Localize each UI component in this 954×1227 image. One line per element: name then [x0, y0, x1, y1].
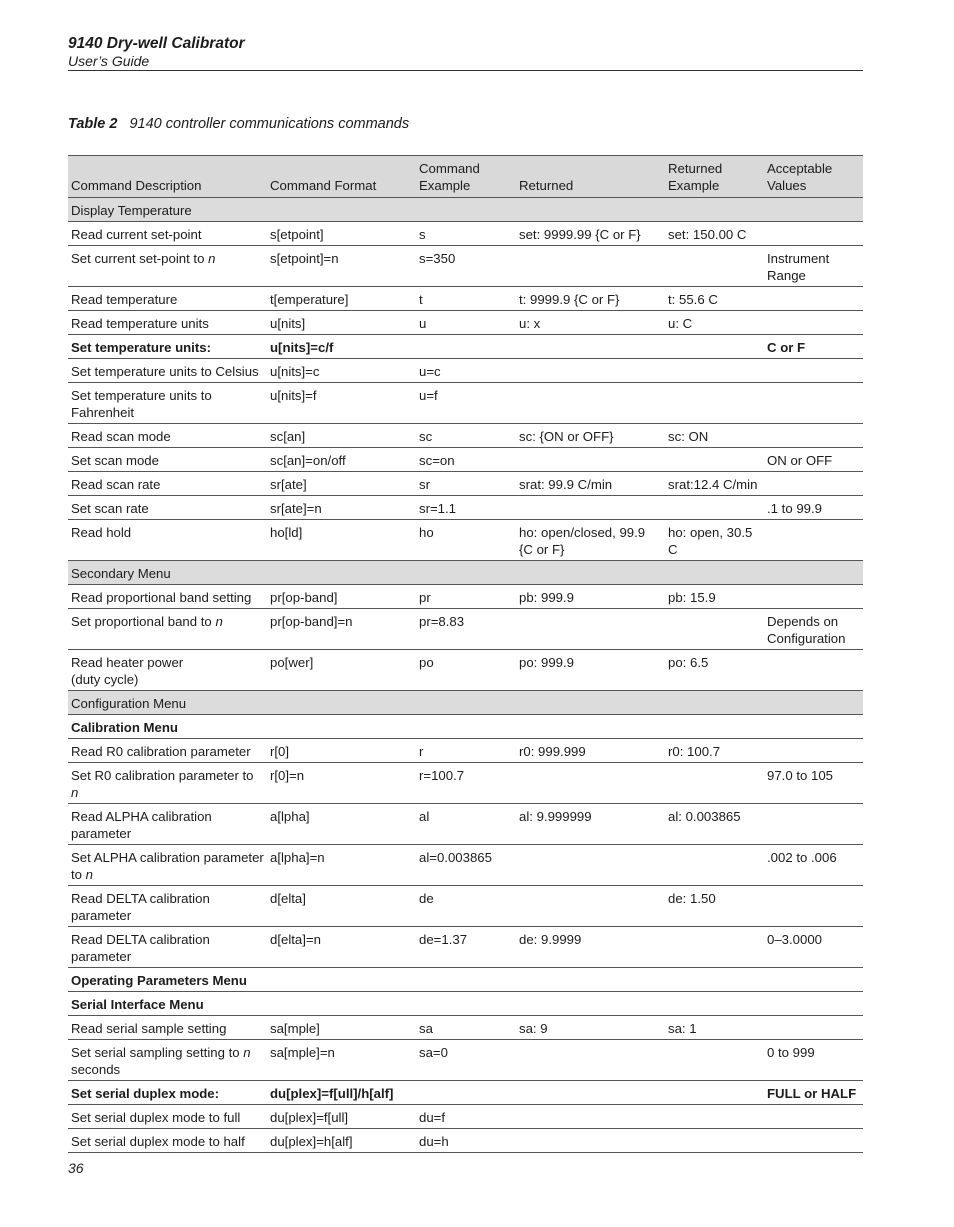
cell-format — [267, 992, 416, 1016]
section-header-row — [68, 198, 863, 222]
column-header-description: Command Description — [68, 156, 267, 198]
cell-acceptable-values — [764, 383, 863, 424]
table-row — [68, 650, 863, 691]
table-row — [68, 472, 863, 496]
cell-returned — [516, 1105, 665, 1129]
cell-description: Secondary Menu — [68, 561, 267, 585]
table-row — [68, 1016, 863, 1040]
cell-example: sr=1.1 — [416, 496, 516, 520]
table-row — [68, 287, 863, 311]
cell-example: al — [416, 804, 516, 845]
cell-description: Read heater power (duty cycle) — [68, 650, 267, 691]
cell-example — [416, 715, 516, 739]
table-row — [68, 335, 863, 359]
cell-returned: r0: 999.999 — [516, 739, 665, 763]
cell-description: Set serial duplex mode to half — [68, 1129, 267, 1153]
column-header-returned-example: Returned Example — [665, 156, 764, 198]
table-header — [68, 156, 863, 198]
cell-format: ho[ld] — [267, 520, 416, 561]
cell-format: pr[op-band] — [267, 585, 416, 609]
cell-description: Read proportional band setting — [68, 585, 267, 609]
table-row — [68, 886, 863, 927]
cell-description: Read ALPHA calibration parameter — [68, 804, 267, 845]
cell-returned-example — [665, 927, 764, 968]
cell-returned-example — [665, 1129, 764, 1153]
cell-returned — [516, 359, 665, 383]
cell-example: r=100.7 — [416, 763, 516, 804]
document-subtitle: User’s Guide — [68, 53, 150, 69]
cell-format: du[plex]=f[ull]/h[alf] — [267, 1081, 416, 1105]
table-row — [68, 927, 863, 968]
cell-format: r[0] — [267, 739, 416, 763]
cell-returned-example: sc: ON — [665, 424, 764, 448]
cell-description: Set scan mode — [68, 448, 267, 472]
cell-format: s[etpoint] — [267, 222, 416, 246]
table-caption-label: Table 2 — [68, 116, 118, 132]
table-row — [68, 804, 863, 845]
header-divider — [68, 70, 863, 71]
cell-description: Read temperature units — [68, 311, 267, 335]
cell-description: Set serial duplex mode: — [68, 1081, 267, 1105]
variable-n: n — [71, 785, 79, 800]
cell-example — [416, 968, 516, 992]
cell-returned-example — [665, 609, 764, 650]
cell-returned: t: 9999.9 {C or F} — [516, 287, 665, 311]
table-row — [68, 968, 863, 992]
cell-format — [267, 198, 416, 222]
cell-returned — [516, 1040, 665, 1081]
cell-example: sa=0 — [416, 1040, 516, 1081]
cell-returned — [516, 1081, 665, 1105]
cell-acceptable-values: .002 to .006 — [764, 845, 863, 886]
column-header-acceptable-values: Acceptable Values — [764, 156, 863, 198]
cell-format: s[etpoint]=n — [267, 246, 416, 287]
cell-example: de — [416, 886, 516, 927]
table-row — [68, 222, 863, 246]
cell-acceptable-values — [764, 311, 863, 335]
cell-format: a[lpha]=n — [267, 845, 416, 886]
cell-description: Set temperature units: — [68, 335, 267, 359]
table-header-row — [68, 156, 863, 198]
cell-format: sr[ate]=n — [267, 496, 416, 520]
cell-returned-example — [665, 198, 764, 222]
cell-returned-example — [665, 335, 764, 359]
cell-description: Set scan rate — [68, 496, 267, 520]
column-header-format: Command Format — [267, 156, 416, 198]
table-body — [68, 198, 863, 1153]
cell-acceptable-values — [764, 1016, 863, 1040]
cell-acceptable-values — [764, 992, 863, 1016]
page-number: 36 — [68, 1160, 84, 1176]
cell-acceptable-values — [764, 222, 863, 246]
cell-description: Serial Interface Menu — [68, 992, 267, 1016]
cell-acceptable-values — [764, 968, 863, 992]
cell-returned-example — [665, 715, 764, 739]
cell-description: Read temperature — [68, 287, 267, 311]
table-row — [68, 609, 863, 650]
cell-acceptable-values — [764, 472, 863, 496]
cell-acceptable-values — [764, 1105, 863, 1129]
cell-acceptable-values — [764, 650, 863, 691]
cell-description: Set proportional band to n — [68, 609, 267, 650]
table-row — [68, 763, 863, 804]
cell-description: Set serial sampling setting to n seconds — [68, 1040, 267, 1081]
cell-description: Read scan mode — [68, 424, 267, 448]
cell-format: pr[op-band]=n — [267, 609, 416, 650]
cell-returned: al: 9.999999 — [516, 804, 665, 845]
cell-returned-example — [665, 561, 764, 585]
cell-acceptable-values — [764, 886, 863, 927]
cell-example — [416, 1081, 516, 1105]
cell-format: du[plex]=h[alf] — [267, 1129, 416, 1153]
cell-returned: sc: {ON or OFF} — [516, 424, 665, 448]
cell-returned-example — [665, 359, 764, 383]
cell-returned-example — [665, 496, 764, 520]
cell-returned — [516, 448, 665, 472]
cell-returned-example — [665, 448, 764, 472]
cell-description: Configuration Menu — [68, 691, 267, 715]
cell-returned-example: de: 1.50 — [665, 886, 764, 927]
table-row — [68, 992, 863, 1016]
cell-description: Read scan rate — [68, 472, 267, 496]
cell-returned-example — [665, 1081, 764, 1105]
cell-example: du=f — [416, 1105, 516, 1129]
cell-example — [416, 992, 516, 1016]
cell-returned — [516, 968, 665, 992]
cell-format: u[nits]=c — [267, 359, 416, 383]
cell-acceptable-values — [764, 424, 863, 448]
cell-format: u[nits]=c/f — [267, 335, 416, 359]
cell-returned-example — [665, 1040, 764, 1081]
variable-n: n — [243, 1045, 251, 1060]
cell-returned-example: srat:12.4 C/min — [665, 472, 764, 496]
cell-acceptable-values — [764, 287, 863, 311]
cell-description: Read hold — [68, 520, 267, 561]
cell-returned — [516, 845, 665, 886]
cell-returned — [516, 383, 665, 424]
table-row — [68, 1081, 863, 1105]
cell-returned-example: pb: 15.9 — [665, 585, 764, 609]
cell-returned: srat: 99.9 C/min — [516, 472, 665, 496]
column-header-example: Command Example — [416, 156, 516, 198]
cell-format — [267, 968, 416, 992]
cell-example: r — [416, 739, 516, 763]
table-row — [68, 383, 863, 424]
cell-returned: de: 9.9999 — [516, 927, 665, 968]
cell-acceptable-values — [764, 198, 863, 222]
cell-returned: u: x — [516, 311, 665, 335]
cell-acceptable-values: C or F — [764, 335, 863, 359]
cell-acceptable-values — [764, 520, 863, 561]
table-row — [68, 496, 863, 520]
cell-returned — [516, 715, 665, 739]
cell-format: po[wer] — [267, 650, 416, 691]
cell-description: Read DELTA calibration parameter — [68, 886, 267, 927]
cell-returned-example — [665, 246, 764, 287]
cell-returned-example — [665, 845, 764, 886]
cell-acceptable-values: 0–3.0000 — [764, 927, 863, 968]
table-row — [68, 448, 863, 472]
cell-format — [267, 691, 416, 715]
cell-description: Read serial sample setting — [68, 1016, 267, 1040]
cell-returned-example — [665, 763, 764, 804]
cell-acceptable-values: .1 to 99.9 — [764, 496, 863, 520]
cell-format — [267, 715, 416, 739]
cell-example: s=350 — [416, 246, 516, 287]
cell-returned — [516, 691, 665, 715]
cell-example: sc — [416, 424, 516, 448]
cell-example — [416, 198, 516, 222]
cell-acceptable-values — [764, 1129, 863, 1153]
table-row — [68, 1040, 863, 1081]
cell-returned-example: al: 0.003865 — [665, 804, 764, 845]
cell-returned — [516, 1129, 665, 1153]
cell-format: r[0]=n — [267, 763, 416, 804]
cell-description: Read DELTA calibration parameter — [68, 927, 267, 968]
cell-format: u[nits] — [267, 311, 416, 335]
cell-returned: sa: 9 — [516, 1016, 665, 1040]
cell-acceptable-values — [764, 804, 863, 845]
cell-example: sc=on — [416, 448, 516, 472]
cell-description: Set serial duplex mode to full — [68, 1105, 267, 1129]
cell-description: Set temperature units to Celsius — [68, 359, 267, 383]
document-title: 9140 Dry-well Calibrator — [68, 35, 245, 52]
table-row — [68, 311, 863, 335]
cell-description: Display Temperature — [68, 198, 267, 222]
cell-acceptable-values — [764, 561, 863, 585]
cell-format: du[plex]=f[ull] — [267, 1105, 416, 1129]
cell-format: d[elta] — [267, 886, 416, 927]
table-row — [68, 715, 863, 739]
table-row — [68, 739, 863, 763]
cell-returned: ho: open/closed, 99.9 {C or F} — [516, 520, 665, 561]
table-caption-text: 9140 controller communications commands — [129, 116, 410, 132]
cell-returned: pb: 999.9 — [516, 585, 665, 609]
cell-acceptable-values — [764, 691, 863, 715]
cell-description: Read R0 calibration parameter — [68, 739, 267, 763]
cell-example: sr — [416, 472, 516, 496]
cell-description: Read current set-point — [68, 222, 267, 246]
cell-acceptable-values — [764, 359, 863, 383]
variable-n: n — [85, 867, 94, 882]
cell-returned-example: u: C — [665, 311, 764, 335]
cell-returned-example: po: 6.5 — [665, 650, 764, 691]
cell-returned-example: ho: open, 30.5 C — [665, 520, 764, 561]
table-row — [68, 1129, 863, 1153]
cell-returned — [516, 198, 665, 222]
cell-example — [416, 561, 516, 585]
table-row — [68, 845, 863, 886]
cell-format: sc[an] — [267, 424, 416, 448]
table-row — [68, 1105, 863, 1129]
cell-returned — [516, 561, 665, 585]
section-header-row — [68, 561, 863, 585]
table-row — [68, 246, 863, 287]
cell-example: u — [416, 311, 516, 335]
cell-description: Set ALPHA calibration parameter to n — [68, 845, 267, 886]
cell-returned: set: 9999.99 {C or F} — [516, 222, 665, 246]
cell-returned-example — [665, 1105, 764, 1129]
variable-n: n — [215, 614, 223, 629]
cell-example: al=0.003865 — [416, 845, 516, 886]
cell-returned — [516, 246, 665, 287]
cell-acceptable-values — [764, 715, 863, 739]
variable-n: n — [208, 251, 216, 266]
cell-example: pr — [416, 585, 516, 609]
column-header-returned: Returned — [516, 156, 665, 198]
cell-acceptable-values: ON or OFF — [764, 448, 863, 472]
cell-returned — [516, 496, 665, 520]
cell-example: de=1.37 — [416, 927, 516, 968]
cell-description: Operating Parameters Menu — [68, 968, 267, 992]
cell-format: t[emperature] — [267, 287, 416, 311]
table-row — [68, 585, 863, 609]
cell-description: Set R0 calibration parameter to n — [68, 763, 267, 804]
cell-returned-example — [665, 992, 764, 1016]
cell-acceptable-values: Depends on Configuration — [764, 609, 863, 650]
cell-format: u[nits]=f — [267, 383, 416, 424]
cell-format: a[lpha] — [267, 804, 416, 845]
page-header — [68, 34, 863, 69]
cell-example: ho — [416, 520, 516, 561]
cell-returned — [516, 886, 665, 927]
cell-example: u=c — [416, 359, 516, 383]
cell-returned — [516, 992, 665, 1016]
cell-description: Set temperature units to Fahrenheit — [68, 383, 267, 424]
cell-returned — [516, 763, 665, 804]
cell-returned-example: sa: 1 — [665, 1016, 764, 1040]
cell-returned-example — [665, 691, 764, 715]
cell-description: Set current set-point to n — [68, 246, 267, 287]
cell-example: u=f — [416, 383, 516, 424]
cell-returned-example: r0: 100.7 — [665, 739, 764, 763]
table-caption — [68, 116, 409, 132]
cell-acceptable-values: FULL or HALF — [764, 1081, 863, 1105]
cell-acceptable-values — [764, 739, 863, 763]
cell-acceptable-values — [764, 585, 863, 609]
cell-example: t — [416, 287, 516, 311]
cell-description: Calibration Menu — [68, 715, 267, 739]
table-row — [68, 359, 863, 383]
cell-example: po — [416, 650, 516, 691]
section-header-row — [68, 691, 863, 715]
cell-acceptable-values: 97.0 to 105 — [764, 763, 863, 804]
cell-returned — [516, 335, 665, 359]
cell-returned — [516, 609, 665, 650]
cell-acceptable-values: Instrument Range — [764, 246, 863, 287]
cell-returned-example — [665, 968, 764, 992]
cell-returned: po: 999.9 — [516, 650, 665, 691]
cell-example: du=h — [416, 1129, 516, 1153]
cell-example: sa — [416, 1016, 516, 1040]
cell-format: d[elta]=n — [267, 927, 416, 968]
cell-returned-example — [665, 383, 764, 424]
cell-example: pr=8.83 — [416, 609, 516, 650]
cell-format: sr[ate] — [267, 472, 416, 496]
table-row — [68, 520, 863, 561]
cell-returned-example: t: 55.6 C — [665, 287, 764, 311]
table-row — [68, 424, 863, 448]
cell-example — [416, 691, 516, 715]
cell-format — [267, 561, 416, 585]
cell-acceptable-values: 0 to 999 — [764, 1040, 863, 1081]
cell-example: s — [416, 222, 516, 246]
cell-format: sa[mple]=n — [267, 1040, 416, 1081]
cell-format: sa[mple] — [267, 1016, 416, 1040]
cell-format: sc[an]=on/off — [267, 448, 416, 472]
cell-returned-example: set: 150.00 C — [665, 222, 764, 246]
cell-example — [416, 335, 516, 359]
commands-table — [68, 155, 863, 1153]
